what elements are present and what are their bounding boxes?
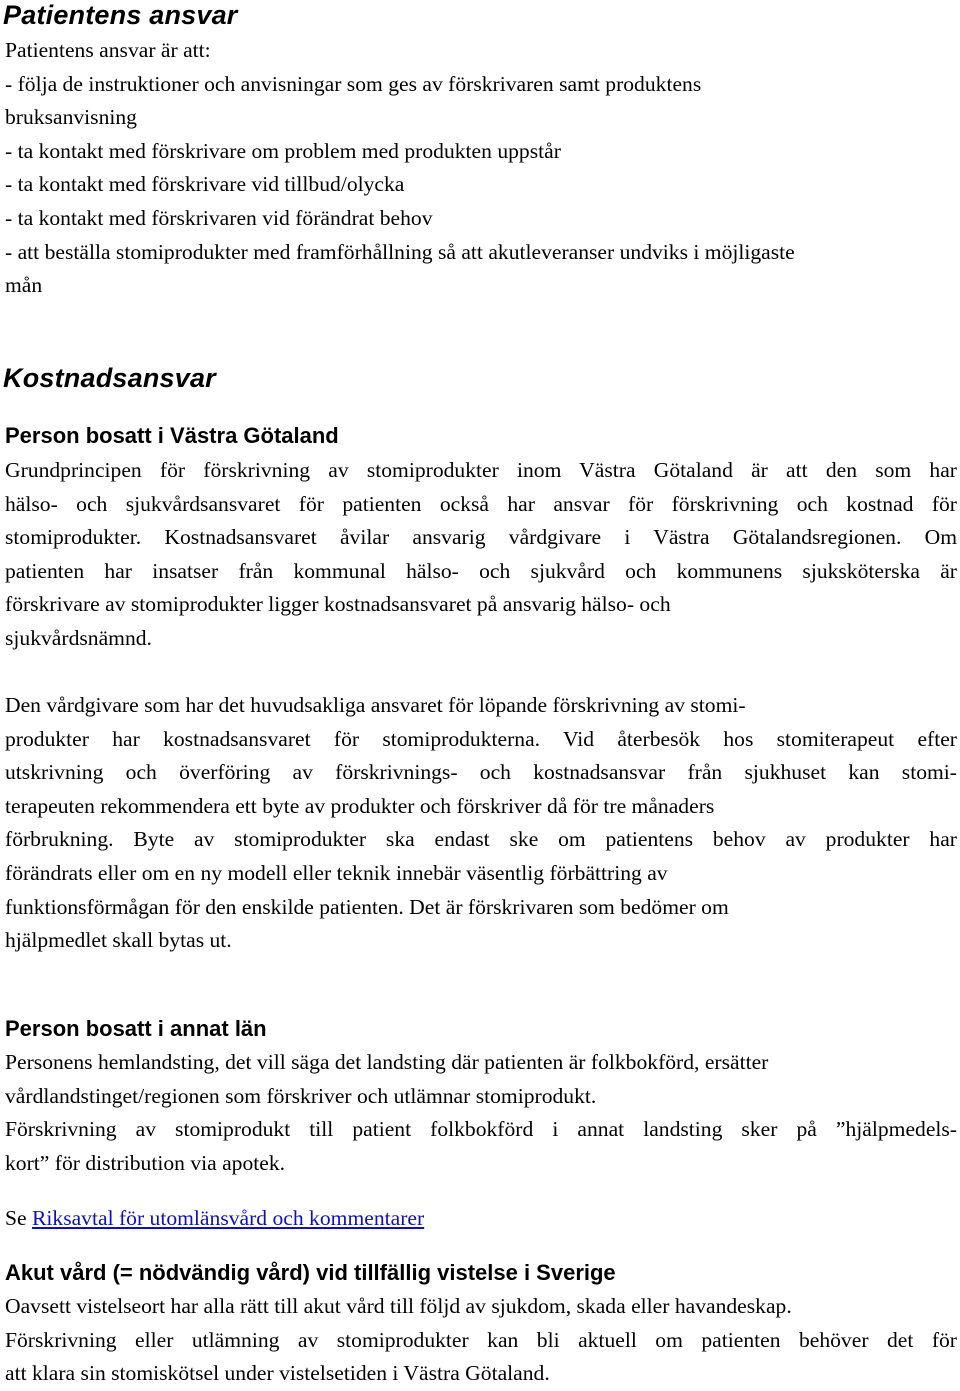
paragraph-line: Förskrivning eller utlämning av stomiprodukter kan bli aktuell om patienten behöver det för: [5, 1327, 957, 1352]
list-item: - ta kontakt med förskrivare vid tillbud/olycka: [5, 172, 405, 197]
heading-patientens-ansvar: Patientens ansvar: [3, 0, 238, 30]
list-item: - att beställa stomiprodukter med framförhållning så att akutleveranser undviks i möjligaste: [5, 239, 795, 264]
paragraph-line: hjälpmedlet skall bytas ut.: [5, 928, 232, 953]
cost-paragraph-2: [5, 689, 957, 958]
paragraph-line: vårdlandstinget/regionen som förskriver och utlämnar stomiprodukt.: [5, 1083, 597, 1108]
paragraph-line: förändrats eller om en ny modell eller teknik innebär väsentlig förbättring av: [5, 860, 668, 885]
list-item: - följa de instruktioner och anvisningar som ges av förskrivaren samt produktens: [5, 71, 702, 96]
subheading-annat-lan: Person bosatt i annat län: [5, 1016, 267, 1041]
subheading-akut-vard: Akut vård (= nödvändig vård) vid tillfällig vistelse i Sverige: [5, 1260, 616, 1285]
subheading-vastra-gotaland: Person bosatt i Västra Götaland: [5, 423, 339, 448]
acute-care-paragraph: [5, 1290, 957, 1391]
paragraph-line: terapeuten rekommendera ett byte av produkter och förskriver då för tre månaders: [5, 793, 715, 818]
paragraph-line: Den vårdgivare som har det huvudsakliga ansvaret för löpande förskrivning av stomi-: [5, 693, 746, 717]
see-reference: [5, 1202, 424, 1236]
list-item: bruksanvisning: [5, 105, 137, 130]
riksavtal-link[interactable]: Riksavtal för utomlänsvård och kommentarer: [32, 1206, 425, 1230]
intro-text: Patientens ansvar är att:: [5, 38, 211, 62]
paragraph-line: kort” för distribution via apotek.: [5, 1150, 286, 1175]
paragraph-line: att klara sin stomiskötsel under vistelsetiden i Västra Götaland.: [5, 1361, 550, 1386]
paragraph-line: förskrivare av stomiprodukter ligger kostnadsansvaret på ansvarig hälso- och: [5, 592, 671, 617]
see-prefix: Se: [5, 1206, 32, 1230]
paragraph-line: Personens hemlandsting, det vill säga det landsting där patienten är folkbokförd, ersätter: [5, 1050, 769, 1074]
paragraph-line: Oavsett vistelseort har alla rätt till akut vård till följd av sjukdom, skada eller havandeskap.: [5, 1294, 792, 1318]
heading-kostnadsansvar: Kostnadsansvar: [3, 363, 216, 393]
paragraph-line: funktionsförmågan för den enskilde patienten. Det är förskrivaren som bedömer om: [5, 894, 729, 919]
paragraph-line: sjukvårdsnämnd.: [5, 625, 152, 650]
patient-responsibility-list: [5, 34, 957, 303]
list-item: mån: [5, 273, 43, 298]
other-county-paragraph: [5, 1046, 957, 1180]
paragraph-line: förbrukning. Byte av stomiprodukter ska endast ske om patientens behov av produkter har: [5, 827, 957, 852]
paragraph-line: patienten har insatser från kommunal hälso- och sjukvård och kommunens sjuksköterska är: [5, 558, 957, 583]
list-item: - ta kontakt med förskrivare om problem med produkten uppstår: [5, 138, 561, 163]
paragraph-line: hälso- och sjukvårdsansvaret för patienten också har ansvar för förskrivning och kostnad för: [5, 491, 957, 516]
list-item: - ta kontakt med förskrivaren vid förändrat behov: [5, 205, 433, 230]
paragraph-line: utskrivning och överföring av förskrivnings- och kostnadsansvar från sjukhuset kan stomi-: [5, 760, 957, 785]
paragraph-line: stomiprodukter. Kostnadsansvaret åvilar ansvarig vårdgivare i Västra Götalandsregionen. Om: [5, 525, 957, 550]
cost-paragraph-1: [5, 454, 957, 656]
paragraph-line: Grundprincipen för förskrivning av stomiprodukter inom Västra Götaland är att den som har: [5, 458, 957, 482]
paragraph-line: produkter har kostnadsansvaret för stomiprodukterna. Vid återbesök hos stomiterapeut efter: [5, 726, 957, 751]
see-line: [5, 1202, 424, 1236]
paragraph-line: Förskrivning av stomiprodukt till patient folkbokförd i annat landsting sker på ”hjälpmedels-: [5, 1117, 957, 1142]
